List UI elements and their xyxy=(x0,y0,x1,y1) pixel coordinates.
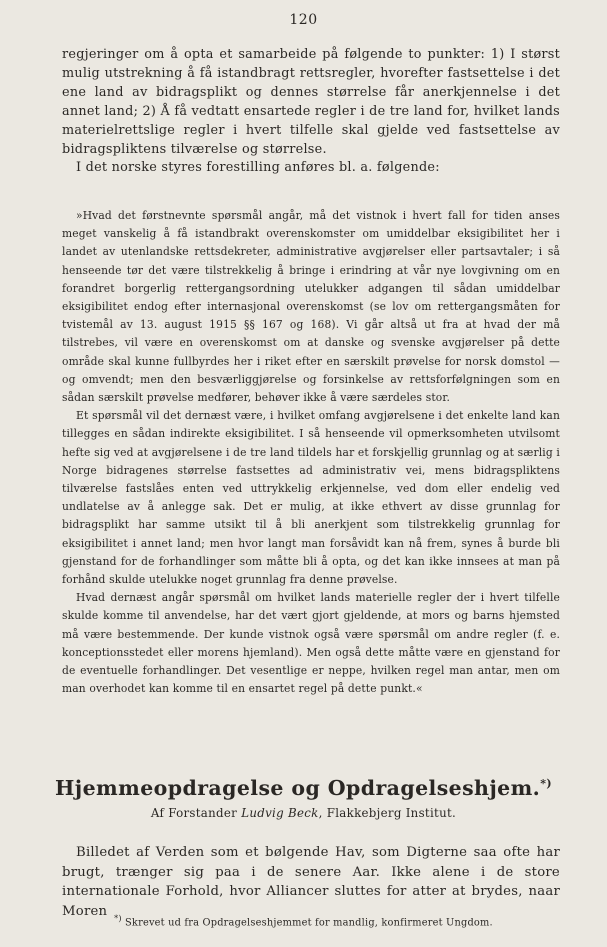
footnote xyxy=(0,914,607,928)
author-affiliation: , Flakkebjerg Institut. xyxy=(318,806,457,820)
quote-paragraph-2: Et spørsmål vil det dernæst være, i hvilket omfang avgjørelsene i det enkelte land kan tillegges en sådan indirekte eksigibilitet. I så henseende vil opmerksomheten utvilsomt hefte sig ved at avgjørelsene i de tre land tildels har et forskjellig grunnlag og at særlig i Norge bidragenes størrelse fastsettes ad administrativ vei, mens bidragspliktens tilværelse fastslåes enten ved uttrykkelig erkjennelse, ved dom eller endelig ved undlatelse av å anlegge sak. Det er mulig, at ikke ethvert av disse grunnlag for bidragsplikt har samme utsikt til å bli anerkjent som tilstrekkelig grunnlag for eksigibilitet i annet land; men hvor langt man forsåvidt kan nå frem, synes å burde bli gjenstand for de forhandlinger som måtte bli å opta, og det kan ikke innsees at man på forhånd skulde utelukke noget grunnlag fra denne prøvelse. xyxy=(62,409,560,587)
footnote-text: Skrevet ud fra Opdragelseshjemmet for mandlig, konfirmeret Ungdom. xyxy=(125,917,493,929)
footnote-reference: *) xyxy=(540,777,552,791)
quoted-statement xyxy=(62,207,560,698)
article-byline xyxy=(0,806,607,820)
article-body xyxy=(62,843,560,921)
article-title xyxy=(0,776,607,800)
intro-lead-in: I det norske styres forestilling anføres bl. a. følgende: xyxy=(76,160,440,176)
intro-paragraph: regjeringer om å opta et samarbeide på følgende to punkter: 1) I størst mulig utstrekning å få istandbragt rettsregler, hvorefter fastsettelse i det ene land av bidragsplikt og dennes størrelse får anerkjennelse i det annet land; 2) Å få vedtatt ensartede regler i de tre land for, hvilket lands materielrettslige regler i hvert tilfelle skal gjelde ved fastsettelse av bidragspliktens tilværelse og størrelse. xyxy=(62,47,560,157)
page-number: 120 xyxy=(289,12,318,28)
intro-section xyxy=(62,46,560,178)
footnote-marker: *) xyxy=(114,914,122,923)
author-prefix: Af Forstander xyxy=(150,806,238,820)
quote-paragraph-1: »Hvad det førstnevnte spørsmål angår, må det vistnok i hvert fall for tiden anses meget vanskelig å få istandbrakt overenskomster om umiddelbar eksigibilitet her i landet av utenlandske rettsdekreter, administrative avgjørelser eller partsavtaler; i så henseende tør det være tilstrekkelig å bringe i erindring at vår nye lovgivning om en forandret borgerlig rettergangsordning utelukker adgangen til sådan umiddelbar eksigibilitet endog efter internasjonal overenskomst (se lov om rettergangsmåten for tvistemål av 13. august 1915 §§ 167 og 168). Vi går altså ut fra at hvad der må tilstrebes, vil være en overenskomst om at danske og svenske avgjørelser på dette område skal kunne fullbyrdes her i riket efter en særskilt prøvelse for norsk domstol — og omvendt; men den besværliggjørelse og forsinkelse av rettsforfølgningen som en sådan særskilt prøvelse medfører, behøver ikke å være særdeles stor. xyxy=(62,209,560,405)
author-name: Ludvig Beck xyxy=(241,806,319,820)
article-title-text: Hjemmeopdragelse og Opdragelseshjem. xyxy=(55,776,541,800)
article-paragraph: Billedet af Verden som et bølgende Hav, som Digterne saa ofte har brugt, trænger sig paa i de senere Aar. Ikke alene i de store internationale Forhold, hvor Alliancer sluttes for atter at brydes, naar Moren xyxy=(62,845,560,919)
quote-paragraph-3: Hvad dernæst angår spørsmål om hvilket lands materielle regler der i hvert tilfelle skulde komme til anvendelse, har det vært gjort gjeldende, at mors og barns hjemsted må være bestemmende. Der kunde vistnok også være spørsmål om andre regler (f. e. konceptionsstedet eller morens hjemland). Men også dette måtte være en gjenstand for de eventuelle forhandlinger. Det vesentlige er neppe, hvilken regel man antar, men om man overhodet kan komme til en ensartet regel på dette punkt.« xyxy=(62,591,560,696)
